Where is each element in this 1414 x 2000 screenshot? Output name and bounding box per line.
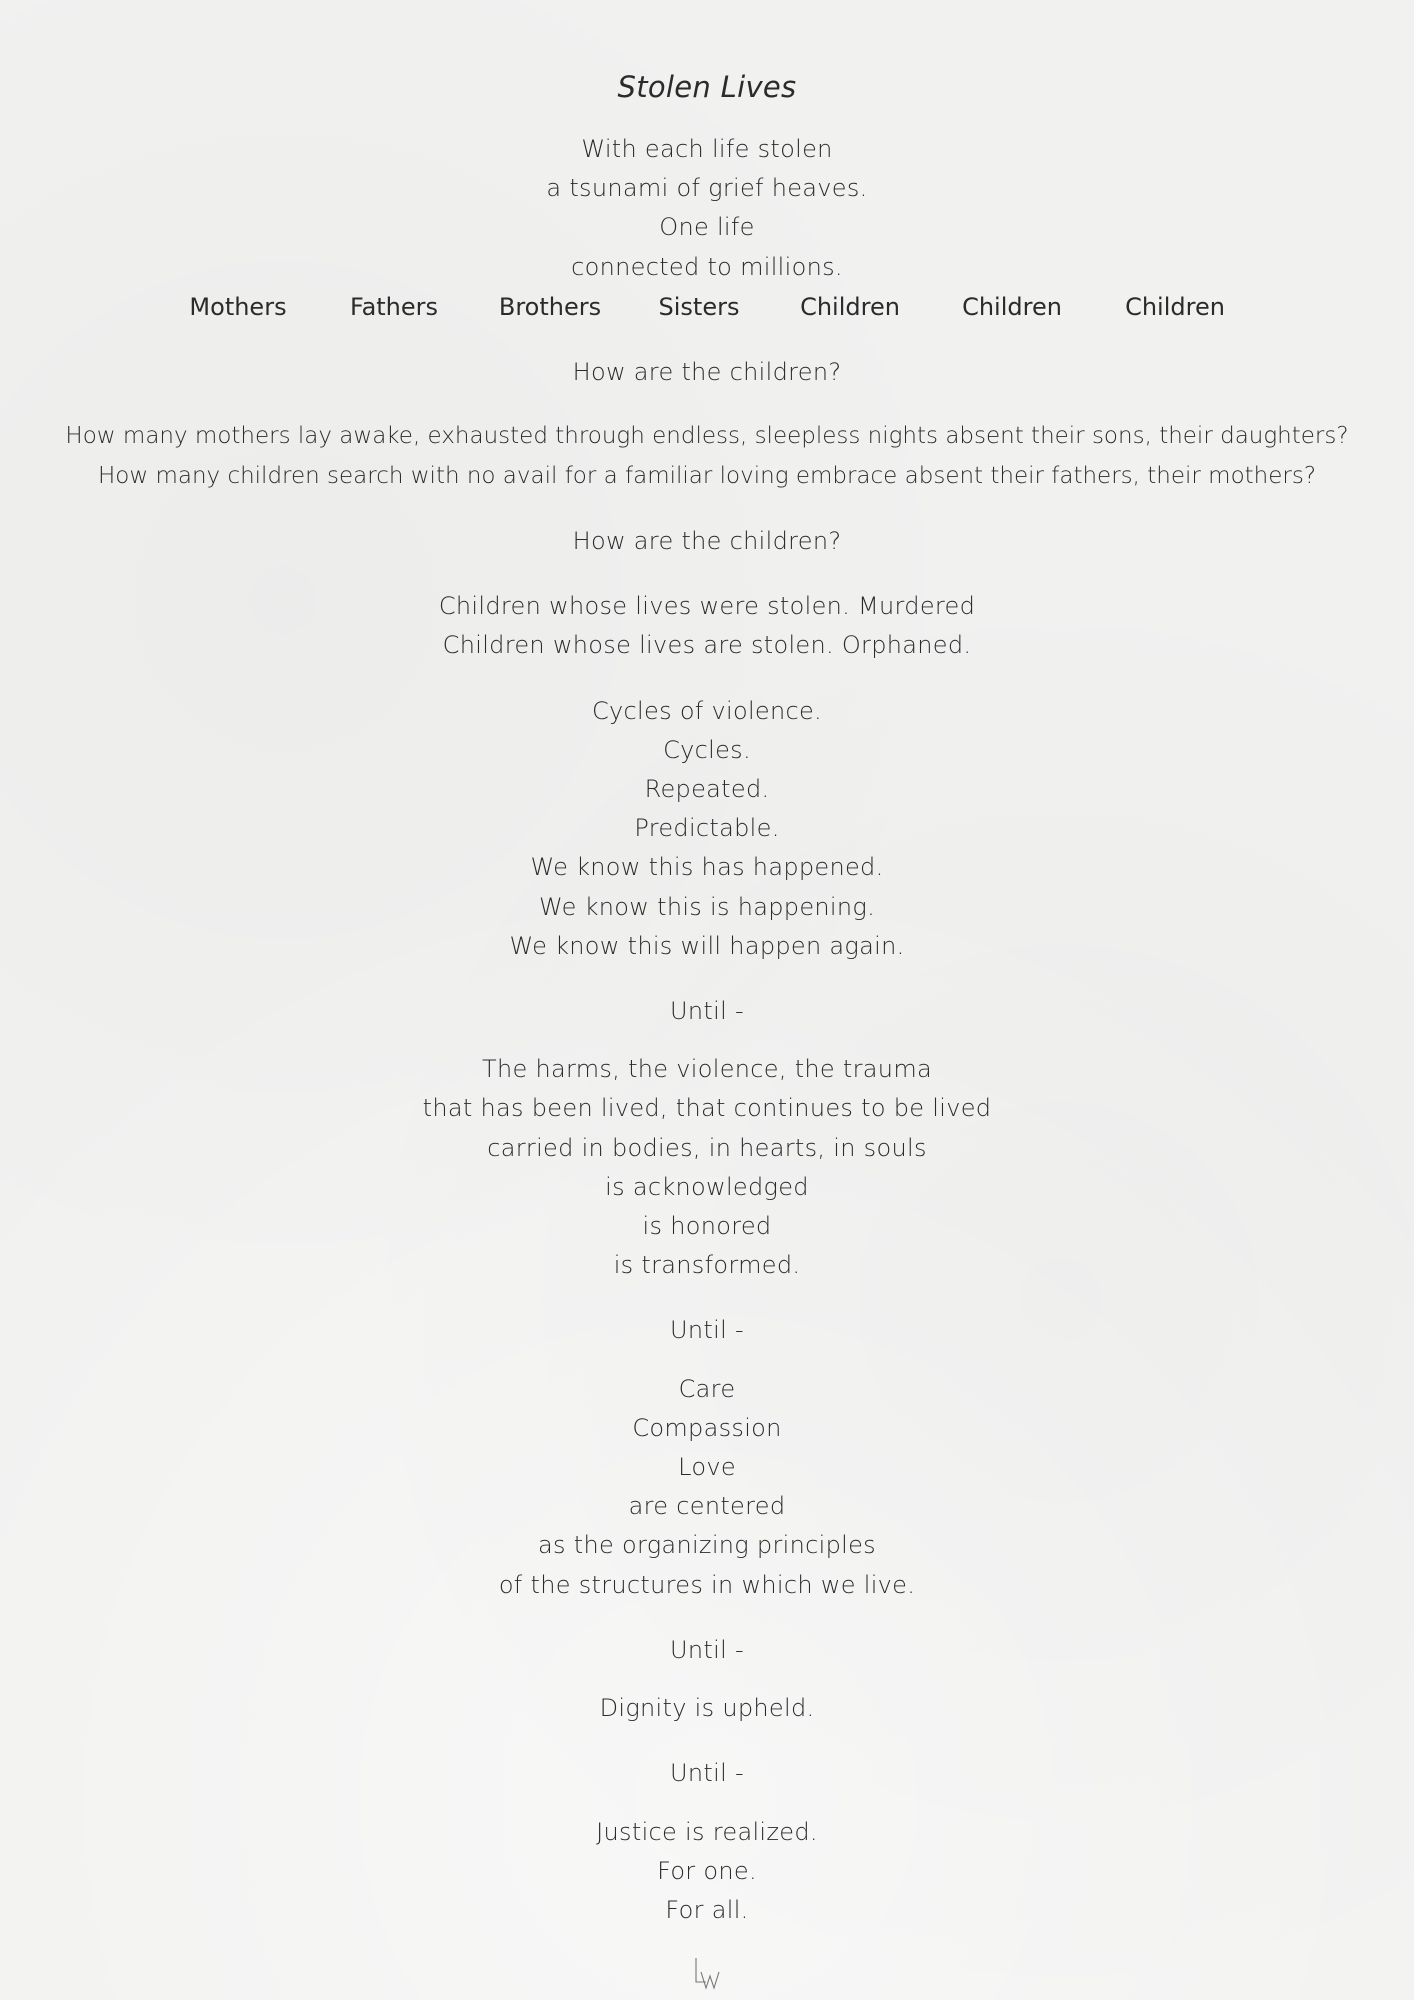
intro-line: connected to millions.: [571, 253, 843, 281]
harms-line: The harms, the violence, the trauma: [482, 1055, 932, 1083]
until-line: Until -: [670, 1316, 744, 1344]
signature-monogram: [689, 1956, 725, 1990]
family-word-mothers: Mothers: [189, 293, 287, 321]
question-line: How are the children?: [572, 358, 842, 386]
monogram-l: [696, 1958, 706, 1982]
cycles-line: Cycles of violence.: [592, 697, 822, 725]
harms-line: that has been lived, that continues to be lived: [422, 1094, 992, 1122]
harms-line: carried in bodies, in hearts, in souls: [487, 1134, 927, 1162]
cycles-line: We know this has happened.: [530, 853, 884, 881]
care-line: Love: [678, 1453, 736, 1481]
stolen-line: Children whose lives are stolen. Orphaned.: [442, 631, 972, 659]
intro-line: a tsunami of grief heaves.: [546, 174, 868, 202]
care-line: as the organizing principles: [538, 1531, 876, 1559]
harms-line: is transformed.: [613, 1251, 801, 1279]
poem-title: Stolen Lives: [617, 70, 797, 104]
family-word-brothers: Brothers: [498, 293, 602, 321]
family-word-children: Children: [1125, 293, 1225, 321]
dignity-line: Dignity is upheld.: [599, 1694, 815, 1722]
family-word-children: Children: [962, 293, 1062, 321]
care-line: Care: [678, 1375, 736, 1403]
cycles-line: Cycles.: [663, 736, 751, 764]
justice-line: Justice is realized.: [596, 1818, 818, 1846]
care-line: Compassion: [632, 1414, 782, 1442]
monogram-w: [701, 1972, 719, 1988]
until-line: Until -: [670, 1636, 744, 1664]
intro-line: One life: [659, 213, 755, 241]
cycles-line: We know this is happening.: [538, 893, 876, 921]
cycles-line: Predictable.: [634, 814, 780, 842]
family-word-sisters: Sisters: [658, 293, 740, 321]
care-line: of the structures in which we live.: [498, 1571, 916, 1599]
children-line: How many children search with no avail for a familiar loving embrace absent their fathers, their mothers?: [97, 463, 1317, 489]
harms-line: is acknowledged: [605, 1173, 809, 1201]
family-word-fathers: Fathers: [349, 293, 439, 321]
stolen-line: Children whose lives were stolen. Murdered: [438, 592, 976, 620]
question-line: How are the children?: [572, 527, 842, 555]
cycles-line: Repeated.: [644, 775, 770, 803]
intro-line: With each life stolen: [581, 135, 833, 163]
mothers-line: How many mothers lay awake, exhausted through endless, sleepless nights absent their sons, their daughters?: [65, 423, 1349, 449]
until-line: Until -: [670, 997, 744, 1025]
until-line: Until -: [670, 1759, 744, 1787]
family-row: [0, 292, 1414, 322]
cycles-line: We know this will happen again.: [509, 932, 905, 960]
family-word-children: Children: [800, 293, 900, 321]
care-line: are centered: [628, 1492, 786, 1520]
justice-line: For one.: [657, 1857, 757, 1885]
harms-line: is honored: [642, 1212, 772, 1240]
justice-line: For all.: [665, 1896, 749, 1924]
